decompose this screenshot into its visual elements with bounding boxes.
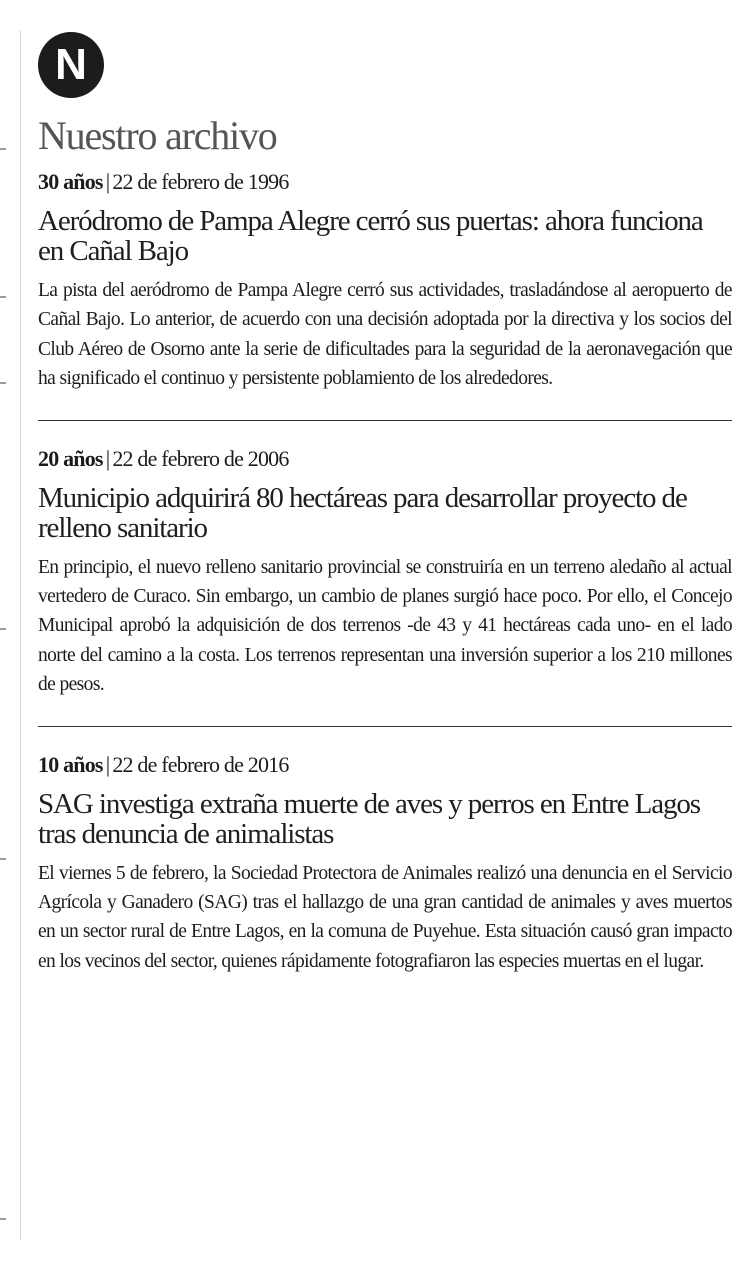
entry-divider (38, 726, 732, 727)
entry-years: 20 años (38, 445, 103, 471)
meta-separator: | (105, 445, 110, 471)
entry-date: 22 de febrero de 1996 (112, 169, 289, 194)
newspaper-logo-icon: N (38, 32, 104, 98)
meta-separator: | (105, 169, 110, 194)
meta-separator: | (105, 751, 110, 777)
entry-body: En principio, el nuevo relleno sanitario provincial se construiría en un terreno aledaño al actual vertedero de Curaco. Sin embargo, un cambio de planes surgió hace poco. Por ello, el Concejo Municipal aprobó la adquisición de dos terrenos -de 43 y 41 hectáreas cada uno- en el lado norte del camino a la costa. Los terrenos representan una inversión superior a los 210 millones de pesos. (38, 556, 732, 696)
entry-years: 10 años (38, 751, 103, 777)
column-rule (20, 30, 21, 1240)
entry-meta (38, 168, 732, 196)
entry-meta (38, 445, 732, 473)
entry-years: 30 años (38, 169, 103, 194)
archive-entry-30-years (38, 168, 732, 394)
entry-date: 22 de febrero de 2006 (112, 445, 289, 471)
archive-section (38, 30, 732, 976)
entry-date: 22 de febrero de 2016 (112, 751, 289, 777)
entry-body: El viernes 5 de febrero, la Sociedad Protectora de Animales realizó una denuncia en el Servicio Agrícola y Ganadero (SAG) tras el hallazgo de una gran cantidad de animales y aves muertos en un sector rural de Entre Lagos, en la comuna de Puyehue. Esta situación causó gran impacto en los vecinos del sector, quienes rápidamente fotografiaron las especies muertas en el lugar. (38, 862, 732, 972)
entry-headline: Municipio adquirirá 80 hectáreas para desarrollar proyecto de relleno sanitario (38, 481, 687, 544)
archive-entry-20-years (38, 445, 732, 700)
archive-entry-10-years (38, 751, 732, 977)
entry-meta (38, 751, 732, 779)
entry-divider (38, 420, 732, 421)
entry-body: La pista del aeródromo de Pampa Alegre cerró sus actividades, trasladándose al aeropuerto de Cañal Bajo. Lo anterior, de acuerdo con una decisión adoptada por la directiva y los socios del Club Aéreo de Osorno ante la serie de dificultades para la seguridad de la aeronavegación que ha significado el continuo y persistente poblamiento de los alrededores. (38, 280, 732, 390)
entry-headline: SAG investiga extraña muerte de aves y perros en Entre Lagos tras denuncia de animalistas (38, 787, 700, 850)
entry-headline: Aeródromo de Pampa Alegre cerró sus puertas: ahora funciona en Cañal Bajo (38, 205, 703, 267)
section-title: Nuestro archivo (38, 113, 277, 158)
